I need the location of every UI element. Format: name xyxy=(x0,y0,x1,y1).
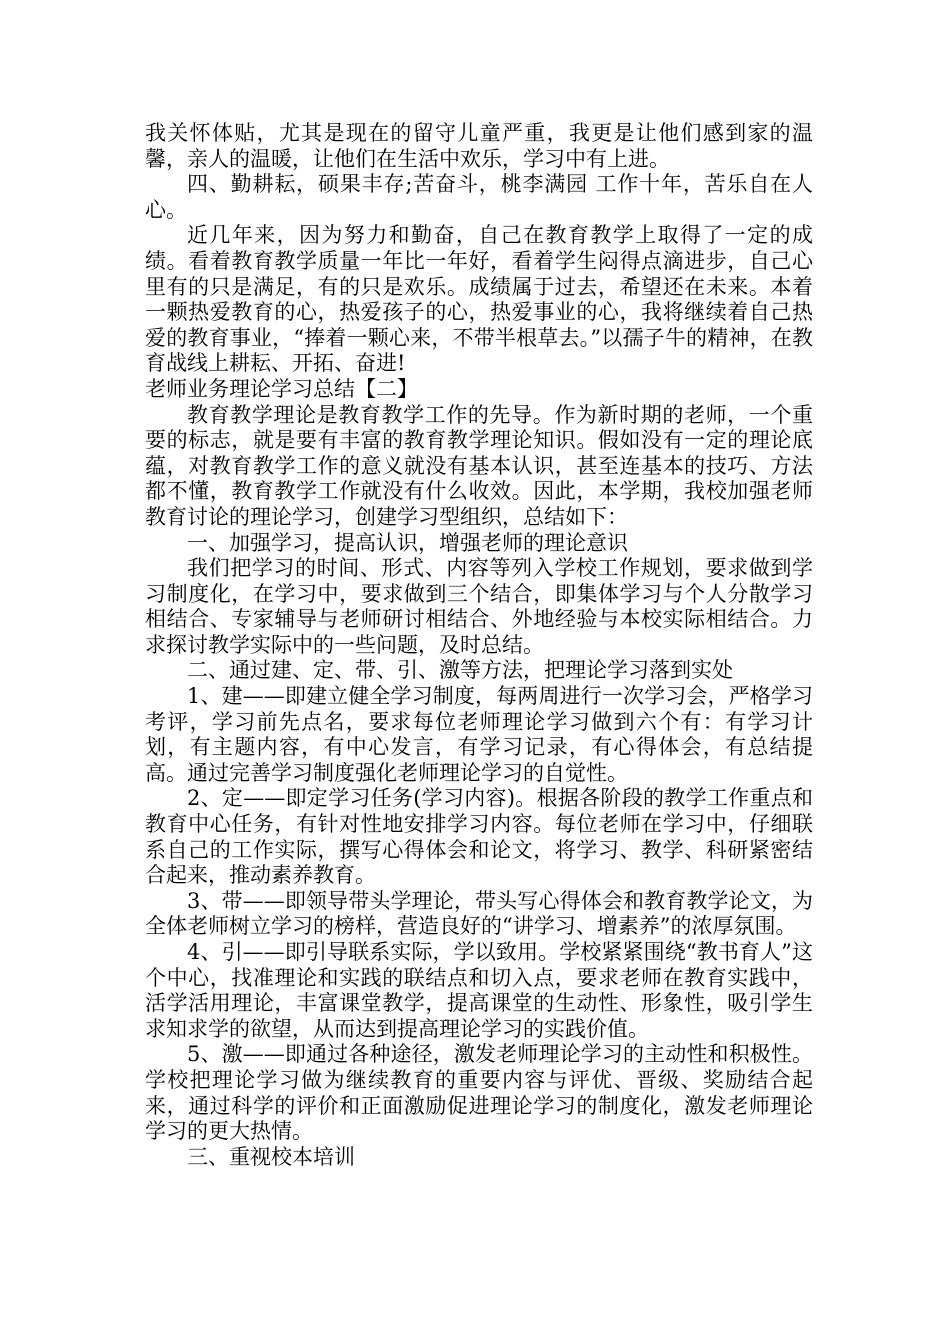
subheading-1: 一、加强学习，提高认识，增强老师的理论意识 xyxy=(187,530,628,555)
paragraph-3: 近几年来，因为努力和勤奋，自己在教育教学上取得了一定的成绩。看着教育教学质量一年比一年好，看着学生闷得点滴进步，自己心里有的只是满足，有的只是欢乐。成绩属于过去，希望还在未来。本着一颗热爱教育的心，热爱孩子的心，热爱事业的心，我将继续着自己热爱的教育事业，“捧着一颗心来，不带半根草去。”以孺子牛的精神，在教育战线上耕耘、开拓、奋进! xyxy=(145,223,813,376)
paragraph-7: 我们把学习的时间、形式、内容等列入学校工作规划，要求做到学习制度化，在学习中，要求做到三个结合，即集体学习与个人分散学习相结合、专家辅导与老师研讨相结合、外地经验与本校实际相结合。力求探讨教学实际中的一些问题，及时总结。 xyxy=(145,556,813,657)
paragraph-11: 3、带——即领导带头学理论，带头写心得体会和教育教学论文，为全体老师树立学习的榜样，营造良好的“讲学习、增素养”的浓厚氛围。 xyxy=(145,888,813,939)
paragraph-5: 教育教学理论是教育教学工作的先导。作为新时期的老师，一个重要的标志，就是要有丰富的教育教学理论知识。假如没有一定的理论底蕴，对教育教学工作的意义就没有基本认识，甚至连基本的技巧、方法都不懂，教育教学工作就没有什么收效。因此，本学期，我校加强老师教育讨论的理论学习，创建学习型组织，总结如下： xyxy=(145,402,813,529)
paragraph-12: 4、引——即引导联系实际，学以致用。学校紧紧围绕“教书育人”这个中心，找准理论和实践的联结点和切入点，要求老师在教育实践中，活学活用理论，丰富课堂教学，提高课堂的生动性、形象性，吸引学生求知求学的欲望，从而达到提高理论学习的实践价值。 xyxy=(145,940,813,1041)
subheading-3: 三、重视校本培训 xyxy=(187,1144,355,1169)
document-body xyxy=(145,121,813,1170)
section-heading: 老师业务理论学习总结【二】 xyxy=(145,376,418,401)
paragraph-1: 我关怀体贴，尤其是现在的留守儿童严重，我更是让他们感到家的温馨，亲人的温暖，让他们在生活中欢乐，学习中有上进。 xyxy=(145,121,813,171)
paragraph-2: 四、勤耕耘，硕果丰存;苦奋斗，桃李满园 工作十年，苦乐自在人心。 xyxy=(145,172,813,222)
paragraph-10: 2、定——即定学习任务(学习内容)。根据各阶段的教学工作重点和教育中心任务，有针对性地安排学习内容。每位老师在学习中，仔细联系自己的工作实际，撰写心得体会和论文，将学习、教学、科研紧密结合起来，推动素养教育。 xyxy=(145,786,813,888)
paragraph-9: 1、建——即建立健全学习制度，每两周进行一次学习会，严格学习考评，学习前先点名，要求每位老师理论学习做到六个有：有学习计划，有主题内容，有中心发言，有学习记录，有心得体会，有总结提高。通过完善学习制度强化老师理论学习的自觉性。 xyxy=(145,684,813,785)
paragraph-13: 5、激——即通过各种途径，激发老师理论学习的主动性和积极性。学校把理论学习做为继续教育的重要内容与评优、晋级、奖励结合起来，通过科学的评价和正面激励促进理论学习的制度化，激发老师理论学习的更大热情。 xyxy=(145,1042,813,1144)
subheading-2: 二、通过建、定、带、引、激等方法，把理论学习落到实处 xyxy=(187,658,733,683)
